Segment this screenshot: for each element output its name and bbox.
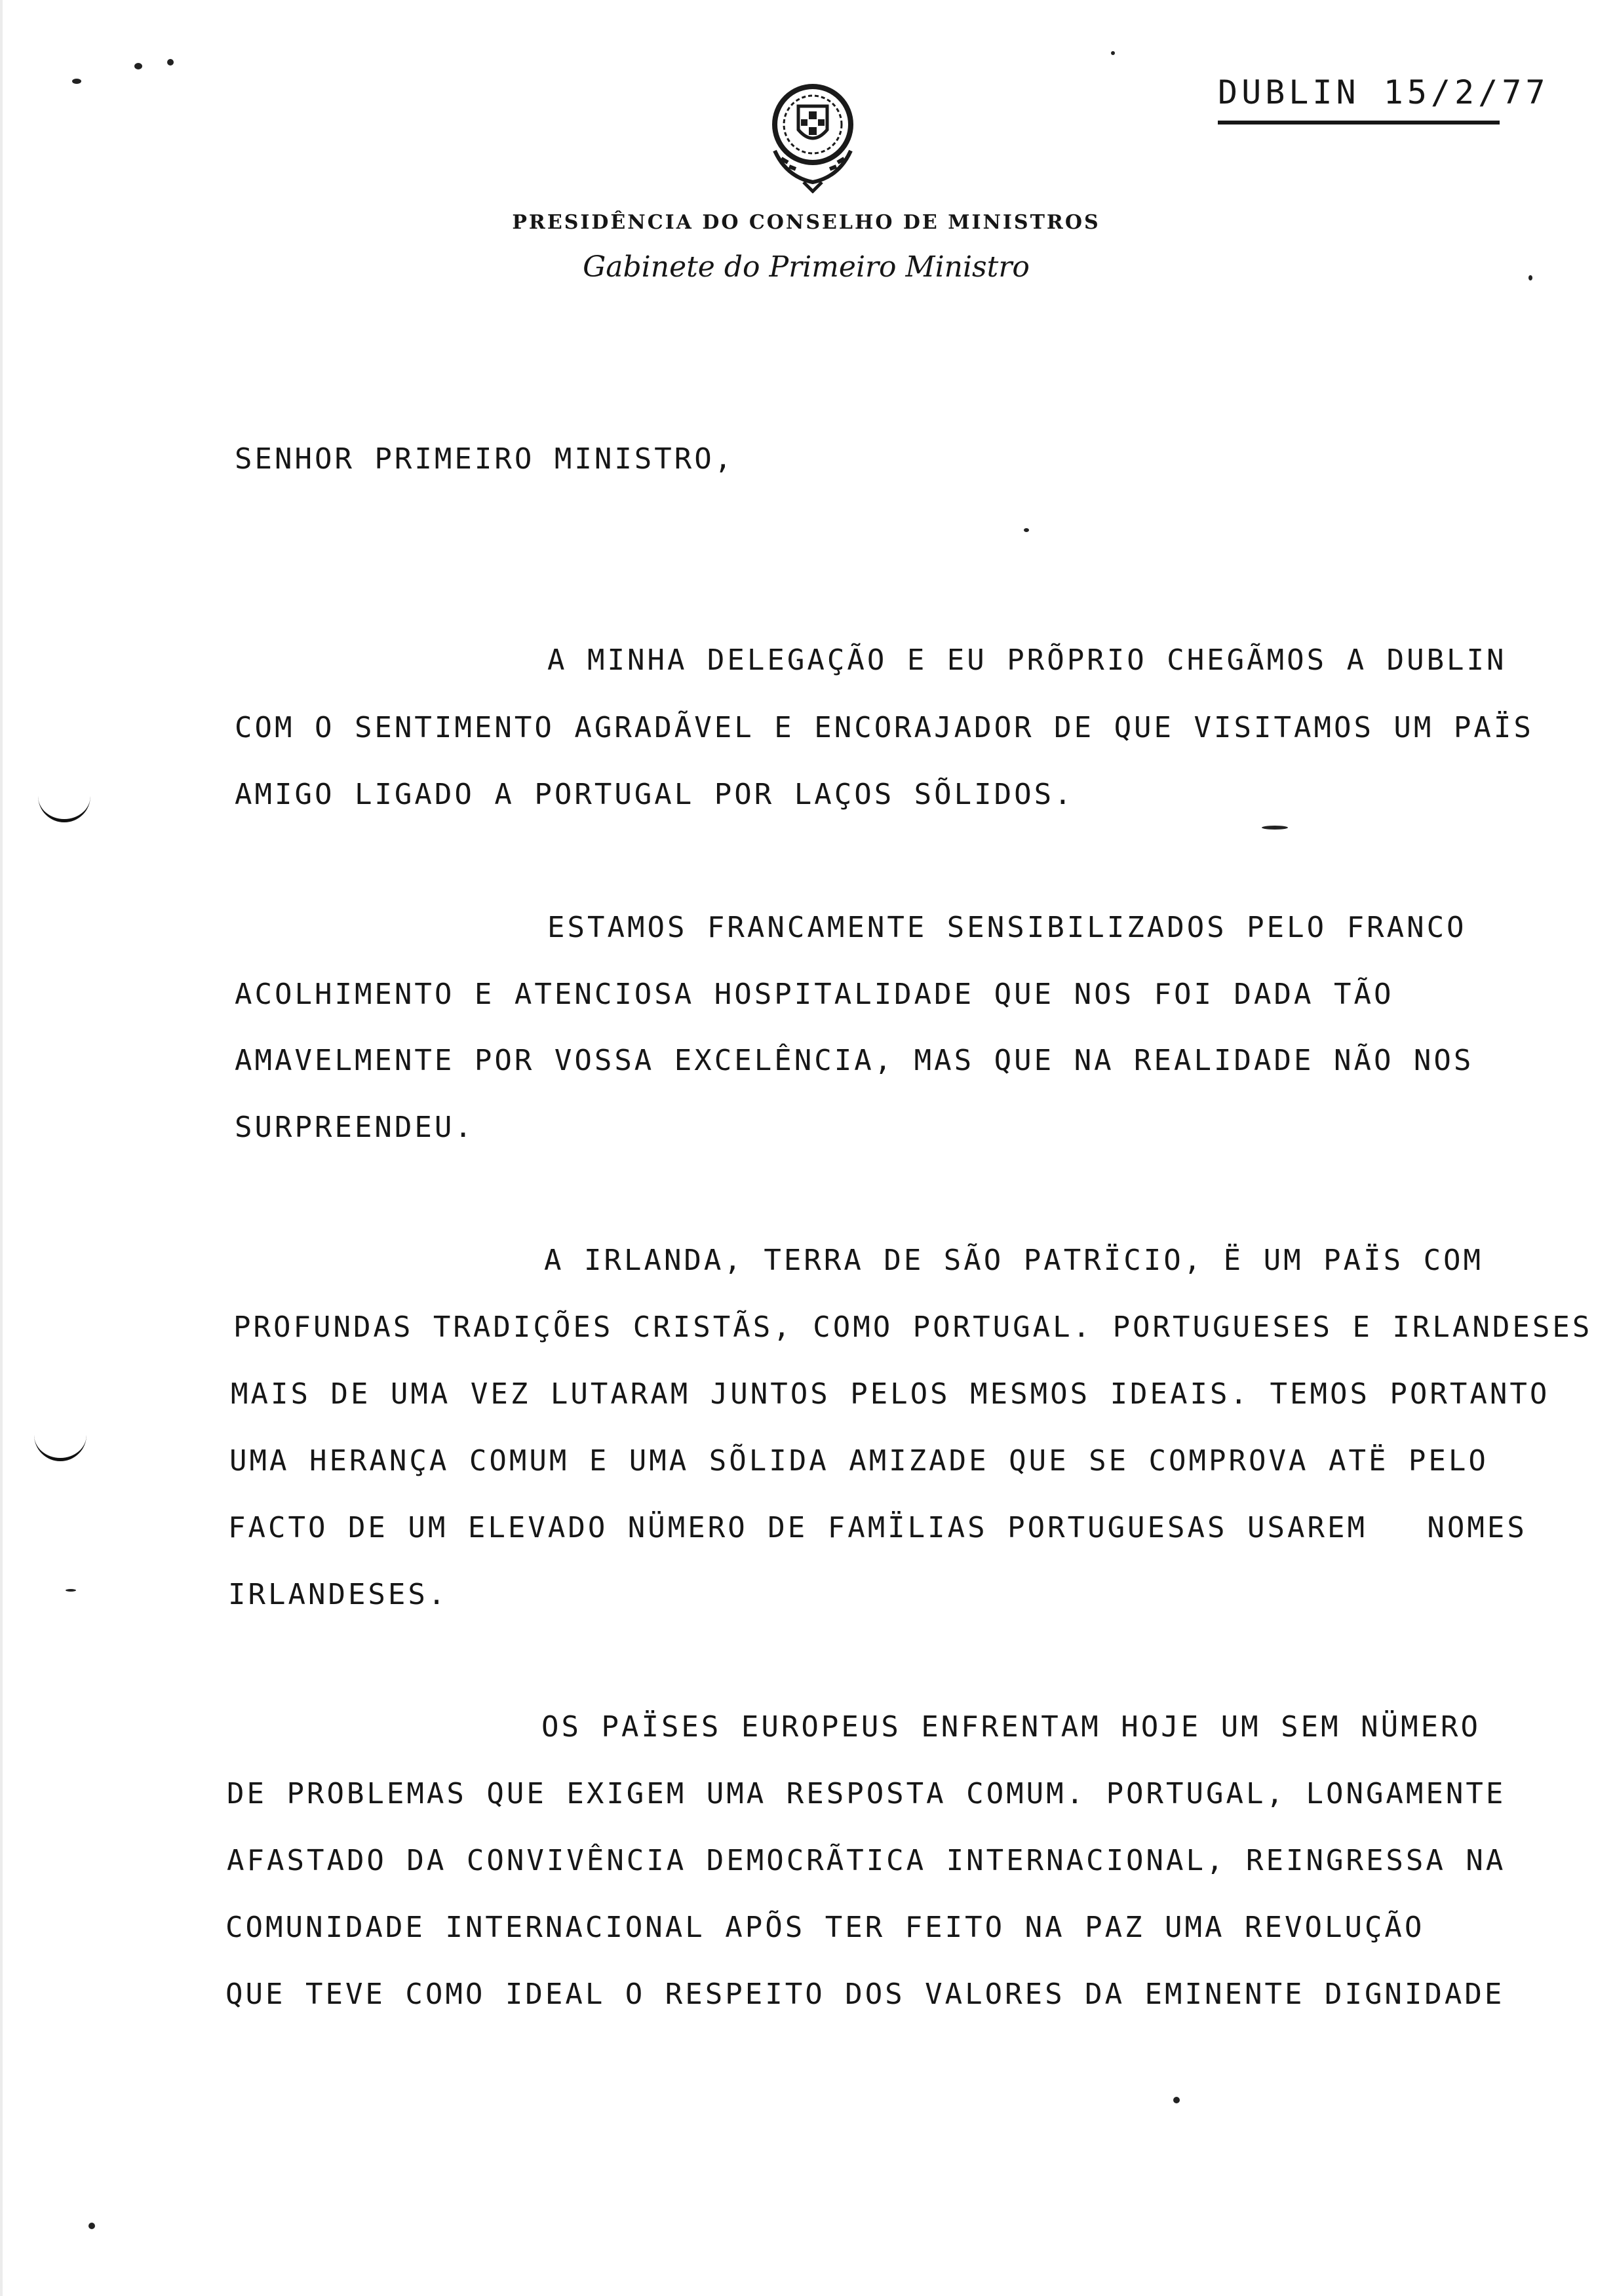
paragraph-3-line-1: A IRLANDA, TERRA DE SÃO PATRÏCIO, Ë UM PAÏS COM: [544, 1244, 1484, 1277]
scan-speck: [66, 1589, 76, 1592]
paragraph-4-line-3: AFASTADO DA CONVIVÊNCIA DEMOCRÃTICA INTERNACIONAL, REINGRESSA NA: [227, 1844, 1506, 1877]
paragraph-3-line-3: MAIS DE UMA VEZ LUTARAM JUNTOS PELOS MESMOS IDEAIS. TEMOS PORTANTO: [231, 1377, 1550, 1411]
paragraph-2-line-2: ACOLHIMENTO E ATENCIOSA HOSPITALIDADE QUE NOS FOI DADA TÃO: [235, 978, 1394, 1011]
coat-of-arms-seal-icon: [760, 79, 865, 193]
scan-speck: [134, 63, 142, 69]
paragraph-3-line-5: FACTO DE UM ELEVADO NÜMERO DE FAMÏLIAS PORTUGUESAS USAREM NOMES: [228, 1511, 1527, 1544]
scan-edge: [0, 0, 3, 2296]
dateline: DUBLIN 15/2/77: [1218, 73, 1549, 111]
paragraph-3-line-6: IRLANDESES.: [228, 1578, 448, 1611]
paragraph-1-line-3: AMIGO LIGADO A PORTUGAL POR LAÇOS SÕLIDOS.: [235, 778, 1074, 811]
paragraph-4-line-5: QUE TEVE COMO IDEAL O RESPEITO DOS VALORES DA EMINENTE DIGNIDADE: [225, 1978, 1505, 2011]
dateline-underline: [1218, 121, 1500, 124]
scan-speck: [1111, 51, 1115, 55]
letterhead-title: PRESIDÊNCIA DO CONSELHO DE MINISTROS: [512, 211, 1100, 234]
salutation: SENHOR PRIMEIRO MINISTRO,: [235, 442, 735, 476]
scan-speck: [1173, 2097, 1180, 2103]
paragraph-3-line-2: PROFUNDAS TRADIÇÕES CRISTÃS, COMO PORTUGAL. PORTUGUESES E IRLANDESES: [233, 1311, 1593, 1344]
paragraph-2-line-4: SURPREENDEU.: [235, 1111, 475, 1144]
scan-speck: [88, 2223, 95, 2229]
paragraph-4-line-1: OS PAÏSES EUROPEUS ENFRENTAM HOJE UM SEM NÜMERO: [541, 1710, 1481, 1744]
paragraph-4-line-4: COMUNIDADE INTERNACIONAL APÕS TER FEITO NA PAZ UMA REVOLUÇÃO: [225, 1911, 1425, 1944]
paragraph-4-line-2: DE PROBLEMAS QUE EXIGEM UMA RESPOSTA COMUM. PORTUGAL, LONGAMENTE: [227, 1777, 1506, 1810]
scan-mark: [34, 1432, 87, 1461]
paragraph-1-line-2: COM O SENTIMENTO AGRADÃVEL E ENCORAJADOR DE QUE VISITAMOS UM PAÏS: [235, 711, 1534, 744]
scan-mark: [38, 793, 90, 822]
scan-speck: [1024, 528, 1029, 532]
scan-speck: [72, 79, 81, 84]
paragraph-3-line-4: UMA HERANÇA COMUM E UMA SÕLIDA AMIZADE QUE SE COMPROVA ATË PELO: [229, 1444, 1489, 1478]
paragraph-2-line-3: AMAVELMENTE POR VOSSA EXCELÊNCIA, MAS QUE NA REALIDADE NÃO NOS: [235, 1044, 1474, 1077]
scan-speck: [1528, 275, 1532, 280]
scan-speck: [1262, 826, 1288, 830]
scan-speck: [167, 59, 174, 66]
paragraph-2-line-1: ESTAMOS FRANCAMENTE SENSIBILIZADOS PELO FRANCO: [547, 911, 1467, 944]
letterhead-subtitle: Gabinete do Primeiro Ministro: [583, 250, 1030, 284]
paragraph-1-line-1: A MINHA DELEGAÇÃO E EU PRÕPRIO CHEGÃMOS A DUBLIN: [547, 643, 1507, 677]
